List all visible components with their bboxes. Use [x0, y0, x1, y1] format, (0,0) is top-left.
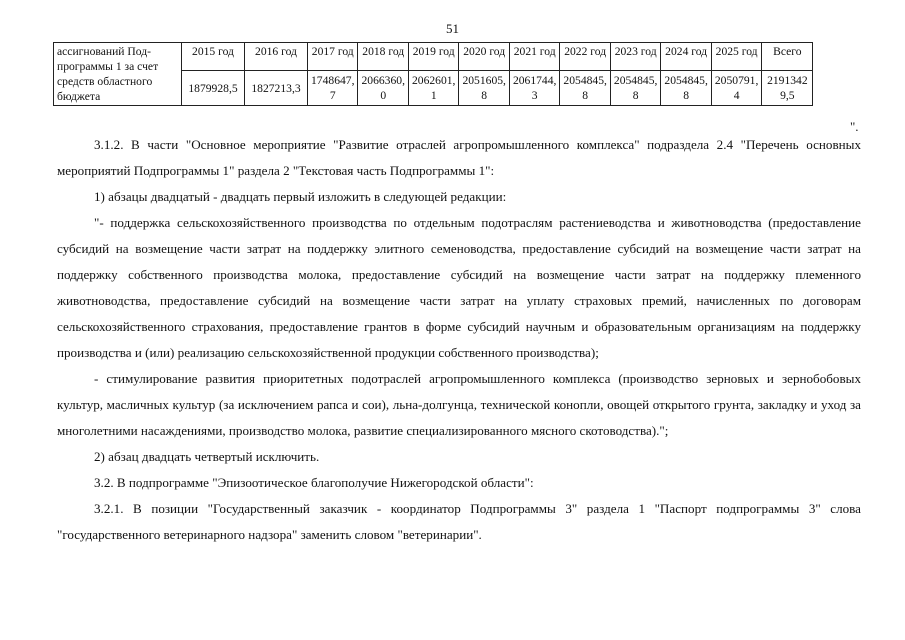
value-cell [358, 71, 408, 106]
value-line: 2054845, [563, 74, 607, 87]
paragraph: - стимулирование развития приоритетных подотраслей агропромышленного комплекса (производство зерновых и зернобобовых культур, масличных культур (за исключением рапса и сои), льна-долгунца, технической конопли, овощей открытого грунта, закладку и уход за многолетними насаждениями, производство молока, развитие специализированного мясного скотоводства)."; [57, 371, 861, 438]
value-line: 8 [632, 89, 639, 102]
value-cell [610, 71, 660, 106]
value-line: 2050791, [714, 74, 759, 87]
value-cell [245, 71, 308, 106]
row-label-line: программы 1 за счет [57, 60, 159, 73]
value-cell [308, 71, 358, 106]
value-line: 0 [380, 89, 387, 102]
row-label-line: средств областного [57, 75, 153, 88]
quote-close-mark: ". [850, 119, 859, 134]
document-body [57, 132, 861, 548]
value-cell [459, 71, 509, 106]
value-line: 1827213,3 [251, 81, 301, 95]
value-line: 9,5 [780, 89, 795, 102]
year-header: 2022 год [560, 43, 610, 71]
value-line: 2062601, [411, 74, 456, 87]
paragraph: 3.2. В подпрограмме "Эпизоотическое благополучие Нижегородской области": [94, 475, 534, 490]
paragraph: 3.2.1. В позиции "Государственный заказчик - координатор Подпрограммы 3" раздела 1 "Паспорт подпрограммы 3" слова "государственного ветеринарного надзора" заменить словом "ветеринарии". [57, 501, 861, 542]
year-header: 2018 год [358, 43, 408, 71]
total-header: Всего [762, 43, 813, 71]
value-cell [182, 71, 245, 106]
paragraph: 2) абзац двадцать четвертый исключить. [94, 449, 320, 464]
value-cell [661, 71, 711, 106]
value-line: 8 [582, 89, 589, 102]
row-label-line: ассигнований Под- [57, 45, 151, 58]
value-line: 1748647, [311, 74, 355, 87]
value-line: 3 [531, 89, 538, 102]
value-cell [408, 71, 458, 106]
row-label [54, 43, 182, 106]
value-line: 1879928,5 [188, 81, 238, 95]
value-line: 1 [430, 89, 437, 102]
value-line: 4 [733, 89, 740, 102]
year-header: 2025 год [711, 43, 761, 71]
page-number: 51 [446, 21, 459, 36]
value-line: 2066360, [361, 74, 405, 87]
value-line: 2054845, [613, 74, 658, 87]
year-header: 2015 год [182, 43, 245, 71]
year-header: 2023 год [610, 43, 660, 71]
paragraph: "- поддержка сельскохозяйственного производства по отдельным подотраслям растениеводства и животноводства (предоставление субсидий на возмещение части затрат на поддержку элитного семеноводства, предоставление субсидий на возмещение части затрат на поддержку собственного производства молока, предоставление субсидий на возмещение части затрат на поддержку племенного животноводства, предоставление субсидий на возмещение части затрат на уплату страховых премий, начисленных по договорам сельскохозяйственного страхования, предоставление грантов в форме субсидий научным и образовательным организациям на поддержку производства и (или) реализацию сельскохозяйственной продукции собственного производства); [57, 215, 861, 360]
value-line: 8 [481, 89, 488, 102]
paragraph: 1) абзацы двадцатый - двадцать первый изложить в следующей редакции: [94, 189, 507, 204]
value-cell [711, 71, 761, 106]
budget-table [53, 42, 813, 106]
total-value-cell [762, 71, 813, 106]
year-header: 2017 год [308, 43, 358, 71]
value-line: 8 [683, 89, 690, 102]
year-header: 2020 год [459, 43, 509, 71]
year-header: 2019 год [408, 43, 458, 71]
table-header-row [54, 43, 813, 71]
row-label-line: бюджета [57, 90, 101, 103]
value-cell [560, 71, 610, 106]
value-line: 2191342 [767, 74, 808, 87]
value-line: 2061744, [512, 74, 557, 87]
paragraph: 3.1.2. В части "Основное мероприятие "Развитие отраслей агропромышленного комплекса" подраздела 2.4 "Перечень основных мероприятий Подпрограммы 1" раздела 2 "Текстовая часть Подпрограммы 1": [57, 137, 861, 178]
value-line: 7 [329, 89, 336, 102]
value-line: 2051605, [462, 74, 506, 87]
value-cell [509, 71, 559, 106]
year-header: 2021 год [509, 43, 559, 71]
year-header: 2024 год [661, 43, 711, 71]
year-header: 2016 год [245, 43, 308, 71]
value-line: 2054845, [664, 74, 708, 87]
